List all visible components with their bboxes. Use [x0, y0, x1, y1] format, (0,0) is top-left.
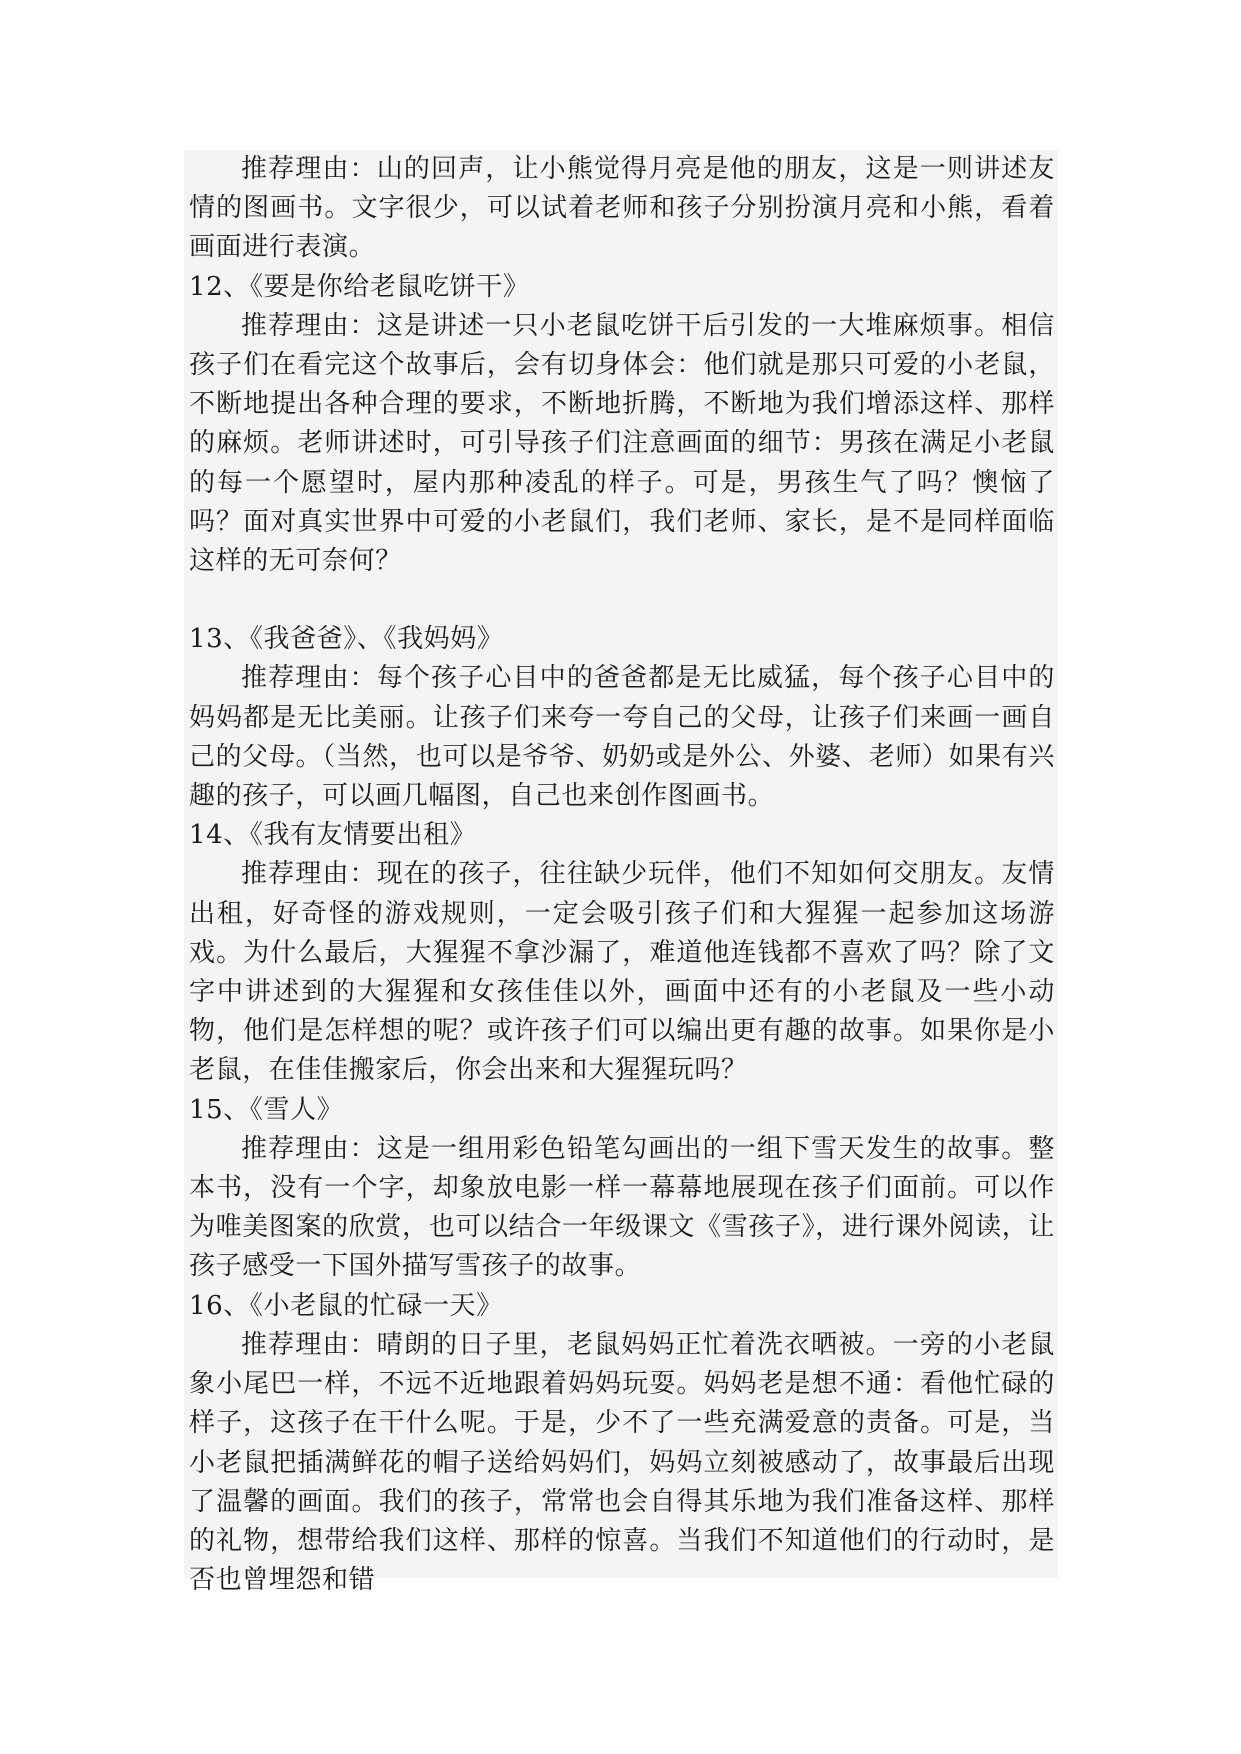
paragraph-reason-15: 推荐理由：这是一组用彩色铅笔勾画出的一组下雪天发生的故事。整本书，没有一个字，却象放电影一样一幕幕地展现在孩子们面前。可以作为唯美图案的欣赏，也可以结合一年级课文《雪孩子》，进行课外阅读，让孩子感受一下国外描写雪孩子的故事。 — [189, 1133, 1055, 1282]
paragraph-reason-14: 推荐理由：现在的孩子，往往缺少玩伴，他们不知如何交朋友。友情出租，好奇怪的游戏规则，一定会吸引孩子们和大猩猩一起参加这场游戏。为什么最后，大猩猩不拿沙漏了，难道他连钱都不喜欢了吗？除了文字中讲述到的大猩猩和女孩佳佳以外，画面中还有的小老鼠及一些小动物，他们是怎样想的呢？或许孩子们可以编出更有趣的故事。如果你是小老鼠，在佳佳搬家后，你会出来和大猩猩玩吗？ — [189, 859, 1055, 1086]
heading-book-13: 13、《我爸爸》、《我妈妈》 — [189, 624, 504, 655]
paragraph-reason-12: 推荐理由：这是讲述一只小老鼠吃饼干后引发的一大堆麻烦事。相信孩子们在看完这个故事后，会有切身体会：他们就是那只可爱的小老鼠，不断地提出各种合理的要求，不断地折腾，不断地为我们增添这样、那样的麻烦。老师讲述时，可引导孩子们注意画面的细节：男孩在满足小老鼠的每一个愿望时，屋内那种凌乱的样子。可是，男孩生气了吗？懊恼了吗？面对真实世界中可爱的小老鼠们，我们老师、家长，是不是同样面临这样的无可奈何？ — [189, 310, 1055, 577]
heading-book-16: 16、《小老鼠的忙碌一天》 — [189, 1290, 503, 1321]
paragraph-reason-13: 推荐理由：每个孩子心目中的爸爸都是无比威猛，每个孩子心目中的妈妈都是无比美丽。让孩子们来夸一夸自己的父母，让孩子们来画一画自己的父母。（当然，也可以是爷爷、奶奶或是外公、外婆、老师）如果有兴趣的孩子，可以画几幅图，自己也来创作图画书。 — [189, 663, 1055, 812]
paragraph-reason-11: 推荐理由：山的回声，让小熊觉得月亮是他的朋友，这是一则讲述友情的图画书。文字很少，可以试着老师和孩子分别扮演月亮和小熊，看着画面进行表演。 — [189, 154, 1055, 263]
paragraph-reason-16: 推荐理由：晴朗的日子里，老鼠妈妈正忙着洗衣晒被。一旁的小老鼠象小尾巴一样，不远不近地跟着妈妈玩耍。妈妈老是想不通：看他忙碌的样子，这孩子在干什么呢。于是，少不了一些充满爱意的责备。可是，当小老鼠把插满鲜花的帽子送给妈妈们，妈妈立刻被感动了，故事最后出现了温馨的画面。我们的孩子，常常也会自得其乐地为我们准备这样、那样的礼物，想带给我们这样、那样的惊喜。当我们不知道他们的行动时，是否也曾埋怨和错 — [189, 1329, 1055, 1596]
document-body — [189, 150, 1055, 1600]
blank-line — [189, 581, 1055, 620]
heading-book-14: 14、《我有友情要出租》 — [189, 820, 477, 851]
heading-book-15: 15、《雪人》 — [189, 1094, 344, 1125]
heading-book-12: 12、《要是你给老鼠吃饼干》 — [189, 271, 530, 302]
